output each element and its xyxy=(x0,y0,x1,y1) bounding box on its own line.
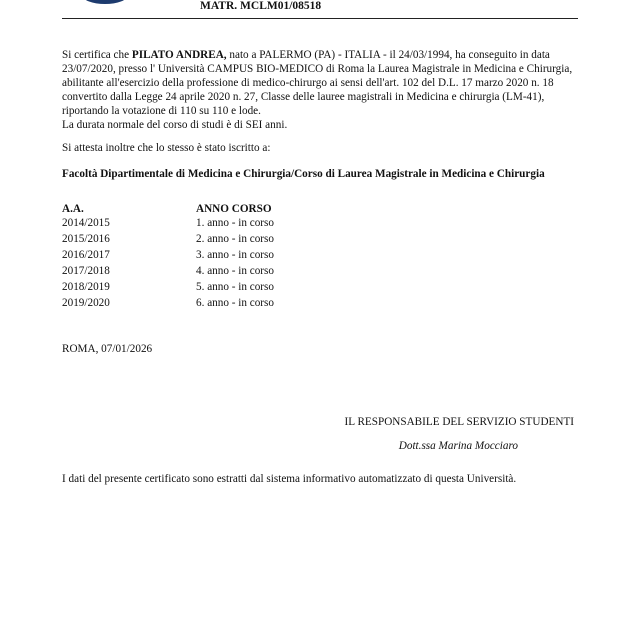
course-year: 6. anno - in corso xyxy=(196,297,274,309)
academic-year: 2014/2015 xyxy=(62,217,110,229)
intro-suffix: nato a PALERMO (PA) - ITALIA - il 24/03/1994, ha conseguito in data xyxy=(226,49,550,61)
header-aa: A.A. xyxy=(62,203,84,215)
header-anno-corso: ANNO CORSO xyxy=(196,203,272,215)
certification-line: convertito dalla Legge 24 aprile 2020 n. 27, Classe delle lauree magistrali in Medicina e chirurgia (LM-41), xyxy=(62,91,545,103)
certification-first-line xyxy=(62,48,550,62)
course-year: 5. anno - in corso xyxy=(196,281,274,293)
course-year: 3. anno - in corso xyxy=(196,249,274,261)
intro-prefix: Si certifica che xyxy=(62,49,132,61)
course-year: 4. anno - in corso xyxy=(196,265,274,277)
certification-line: riportando la votazione di 110 su 110 e lode. xyxy=(62,105,261,117)
certification-line: 23/07/2020, presso l' Università CAMPUS BIO-MEDICO di Roma la Laurea Magistrale in Medicina e Chirurgia, xyxy=(62,63,573,75)
course-year: 1. anno - in corso xyxy=(196,217,274,229)
academic-year: 2016/2017 xyxy=(62,249,110,261)
attestation-text: Si attesta inoltre che lo stesso è stato iscritto a: xyxy=(62,142,271,154)
faculty-course: Facoltà Dipartimentale di Medicina e Chirurgia/Corso di Laurea Magistrale in Medicina e Chirurgia xyxy=(62,168,545,180)
signature-title: IL RESPONSABILE DEL SERVIZIO STUDENTI xyxy=(344,416,574,428)
signatory-name: Dott.ssa Marina Mocciaro xyxy=(398,440,518,452)
header-divider xyxy=(62,18,578,19)
course-year: 2. anno - in corso xyxy=(196,233,274,245)
student-name: PILATO ANDREA, xyxy=(131,49,227,61)
academic-year: 2018/2019 xyxy=(62,281,110,293)
academic-year: 2015/2016 xyxy=(62,233,110,245)
place-date: ROMA, 07/01/2026 xyxy=(62,343,153,355)
university-logo xyxy=(82,0,128,4)
duration-line: La durata normale del corso di studi è di SEI anni. xyxy=(62,119,288,131)
certification-line: abilitante all'esercizio della professione di medico-chirurgo ai sensi dell'art. 102 del D.L. 17 marzo 2020 n. 18 xyxy=(62,77,554,89)
academic-year: 2017/2018 xyxy=(62,265,110,277)
academic-year: 2019/2020 xyxy=(62,297,110,309)
footer-note: I dati del presente certificato sono estratti dal sistema informativo automatizzato di questa Università. xyxy=(62,473,517,485)
matricola: MATR. MCLM01/08518 xyxy=(200,0,322,12)
